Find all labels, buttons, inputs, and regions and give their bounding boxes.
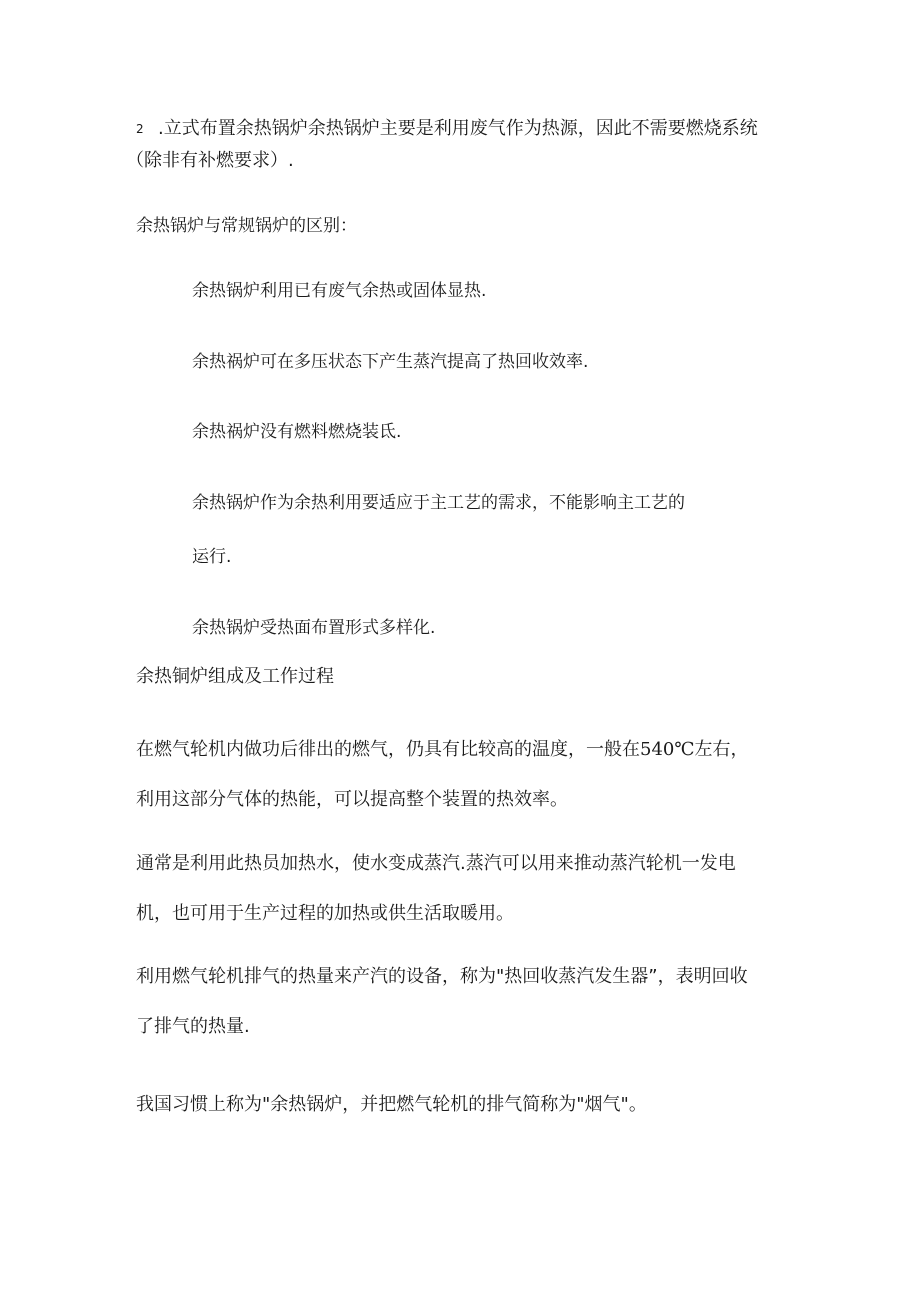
difference-point-2: 余热祸炉可在多压状态下产生蒸汽提高了热回收效率. [192, 352, 589, 372]
difference-point-4: 余热锅炉作为余热利用要适应于主工艺的需求，不能影响主工艺的 [192, 493, 685, 513]
process-paragraph-1-line-2: 利用这部分气体的热能，可以提高整个装置的热效率。 [136, 789, 568, 810]
process-paragraph-4-line-1: 我国习惯上称为"余热锅炉，并把燃气轮机的排气简称为"烟气"。 [136, 1094, 647, 1115]
process-paragraph-1-line-1 [136, 738, 749, 762]
difference-point-3: 余热祸炉没有燃料燃烧装氐. [192, 422, 402, 442]
process-paragraph-2-line-1: 通常是利用此热员加热水，使水变成蒸汽.蒸汽可以用来推动蒸汽轮机一发电 [136, 853, 736, 874]
item2-line-2: （除非有补燃要求）. [126, 150, 294, 171]
difference-point-4-cont: 运行. [192, 547, 232, 567]
difference-point-5: 余热锅炉受热面布置形式多样化. [192, 618, 436, 638]
item-number: 2 [136, 122, 144, 136]
temperature-value: 540℃ [640, 739, 695, 760]
p1-text-b: 左右， [694, 739, 749, 760]
p1-text-a: 在燃气轮机内做功后徘出的燃气，仍具有比较高的温度，一般在 [136, 739, 640, 760]
process-paragraph-3-line-1: 利用燃气轮机排气的热量来产汽的设备，称为"热回收蒸汽发生器”，表明回收 [136, 966, 748, 987]
process-heading: 余热铜炉组成及工作过程 [136, 666, 334, 687]
difference-heading: 余热锅炉与常规锅炉的区别： [136, 216, 357, 236]
item2-line-1: .立式布置余热锅炉余热锅炉主要是利用废气作为热源，因此不需要燃烧系统 [158, 118, 758, 139]
difference-point-1: 余热锅炉利用已有废气余热或固体显热. [192, 281, 487, 301]
process-paragraph-3-line-2: 了排气的热量. [136, 1016, 250, 1037]
process-paragraph-2-line-2: 机，也可用于生产过程的加热或供生活取暖用。 [136, 903, 514, 924]
